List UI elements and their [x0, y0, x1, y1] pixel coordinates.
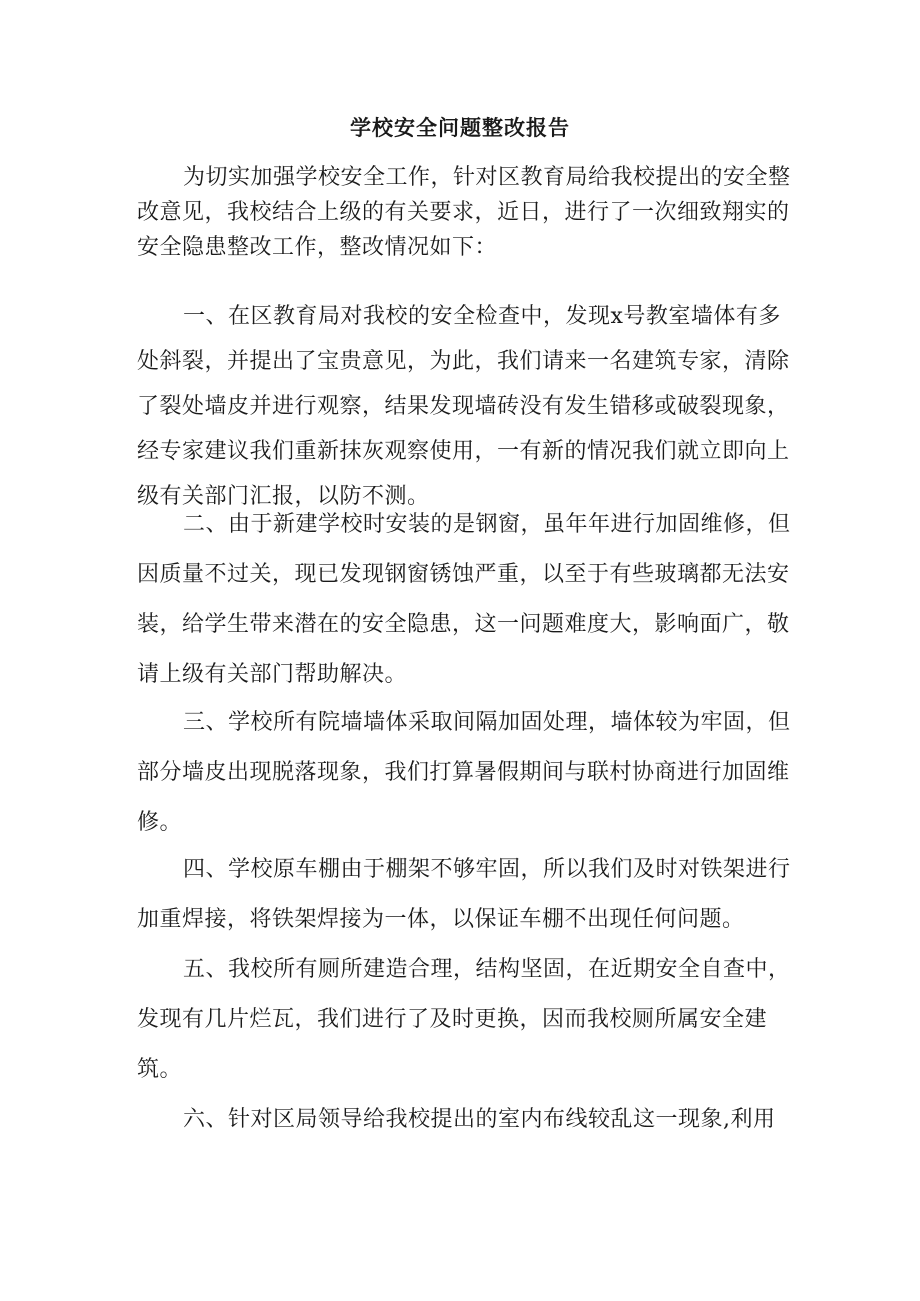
- paragraph-3: 三、学校所有院墙墙体采取间隔加固处理，墙体较为牢固，但部分墙皮出现脱落现象，我们打算暑假期间与联村协商进行加固维修。: [137, 710, 791, 835]
- paragraph-2: 二、由于新建学校时安装的是钢窗，虽年年进行加固维修，但因质量不过关，现已发现钢窗锈蚀严重，以至于有些玻璃都无法安装，给学生带来潜在的安全隐患，这一问题难度大，影响面广，敬请上级有关部门帮助解决。: [137, 512, 791, 687]
- paragraph-6: 六、针对区局领导给我校提出的室内布线较乱这一现象,利用: [183, 1107, 776, 1132]
- paragraph-1: 一、在区教育局对我校的安全检查中，发现x号教室墙体有多处斜裂，并提出了宝贵意见，为此，我们请来一名建筑专家，清除了裂处墙皮并进行观察，结果发现墙砖没有发生错移或破裂现象，经专家建议我们重新抹灰观察使用，一有新的情况我们就立即向上级有关部门汇报，以防不测。: [137, 304, 790, 509]
- paragraph-5: 五、我校所有厕所建造合理，结构坚固，在近期安全自查中，发现有几片烂瓦，我们进行了及时更换，因而我校厕所属安全建筑。: [137, 957, 791, 1082]
- document-title: 学校安全问题整改报告: [350, 115, 570, 140]
- intro-paragraph: 为切实加强学校安全工作，针对区教育局给我校提出的安全整改意见，我校结合上级的有关要求，近日，进行了一次细致翔实的安全隐患整改工作，整改情况如下：: [137, 165, 791, 260]
- paragraph-4: 四、学校原车棚由于棚架不够牢固，所以我们及时对铁架进行加重焊接，将铁架焊接为一体，以保证车棚不出现任何问题。: [137, 857, 791, 932]
